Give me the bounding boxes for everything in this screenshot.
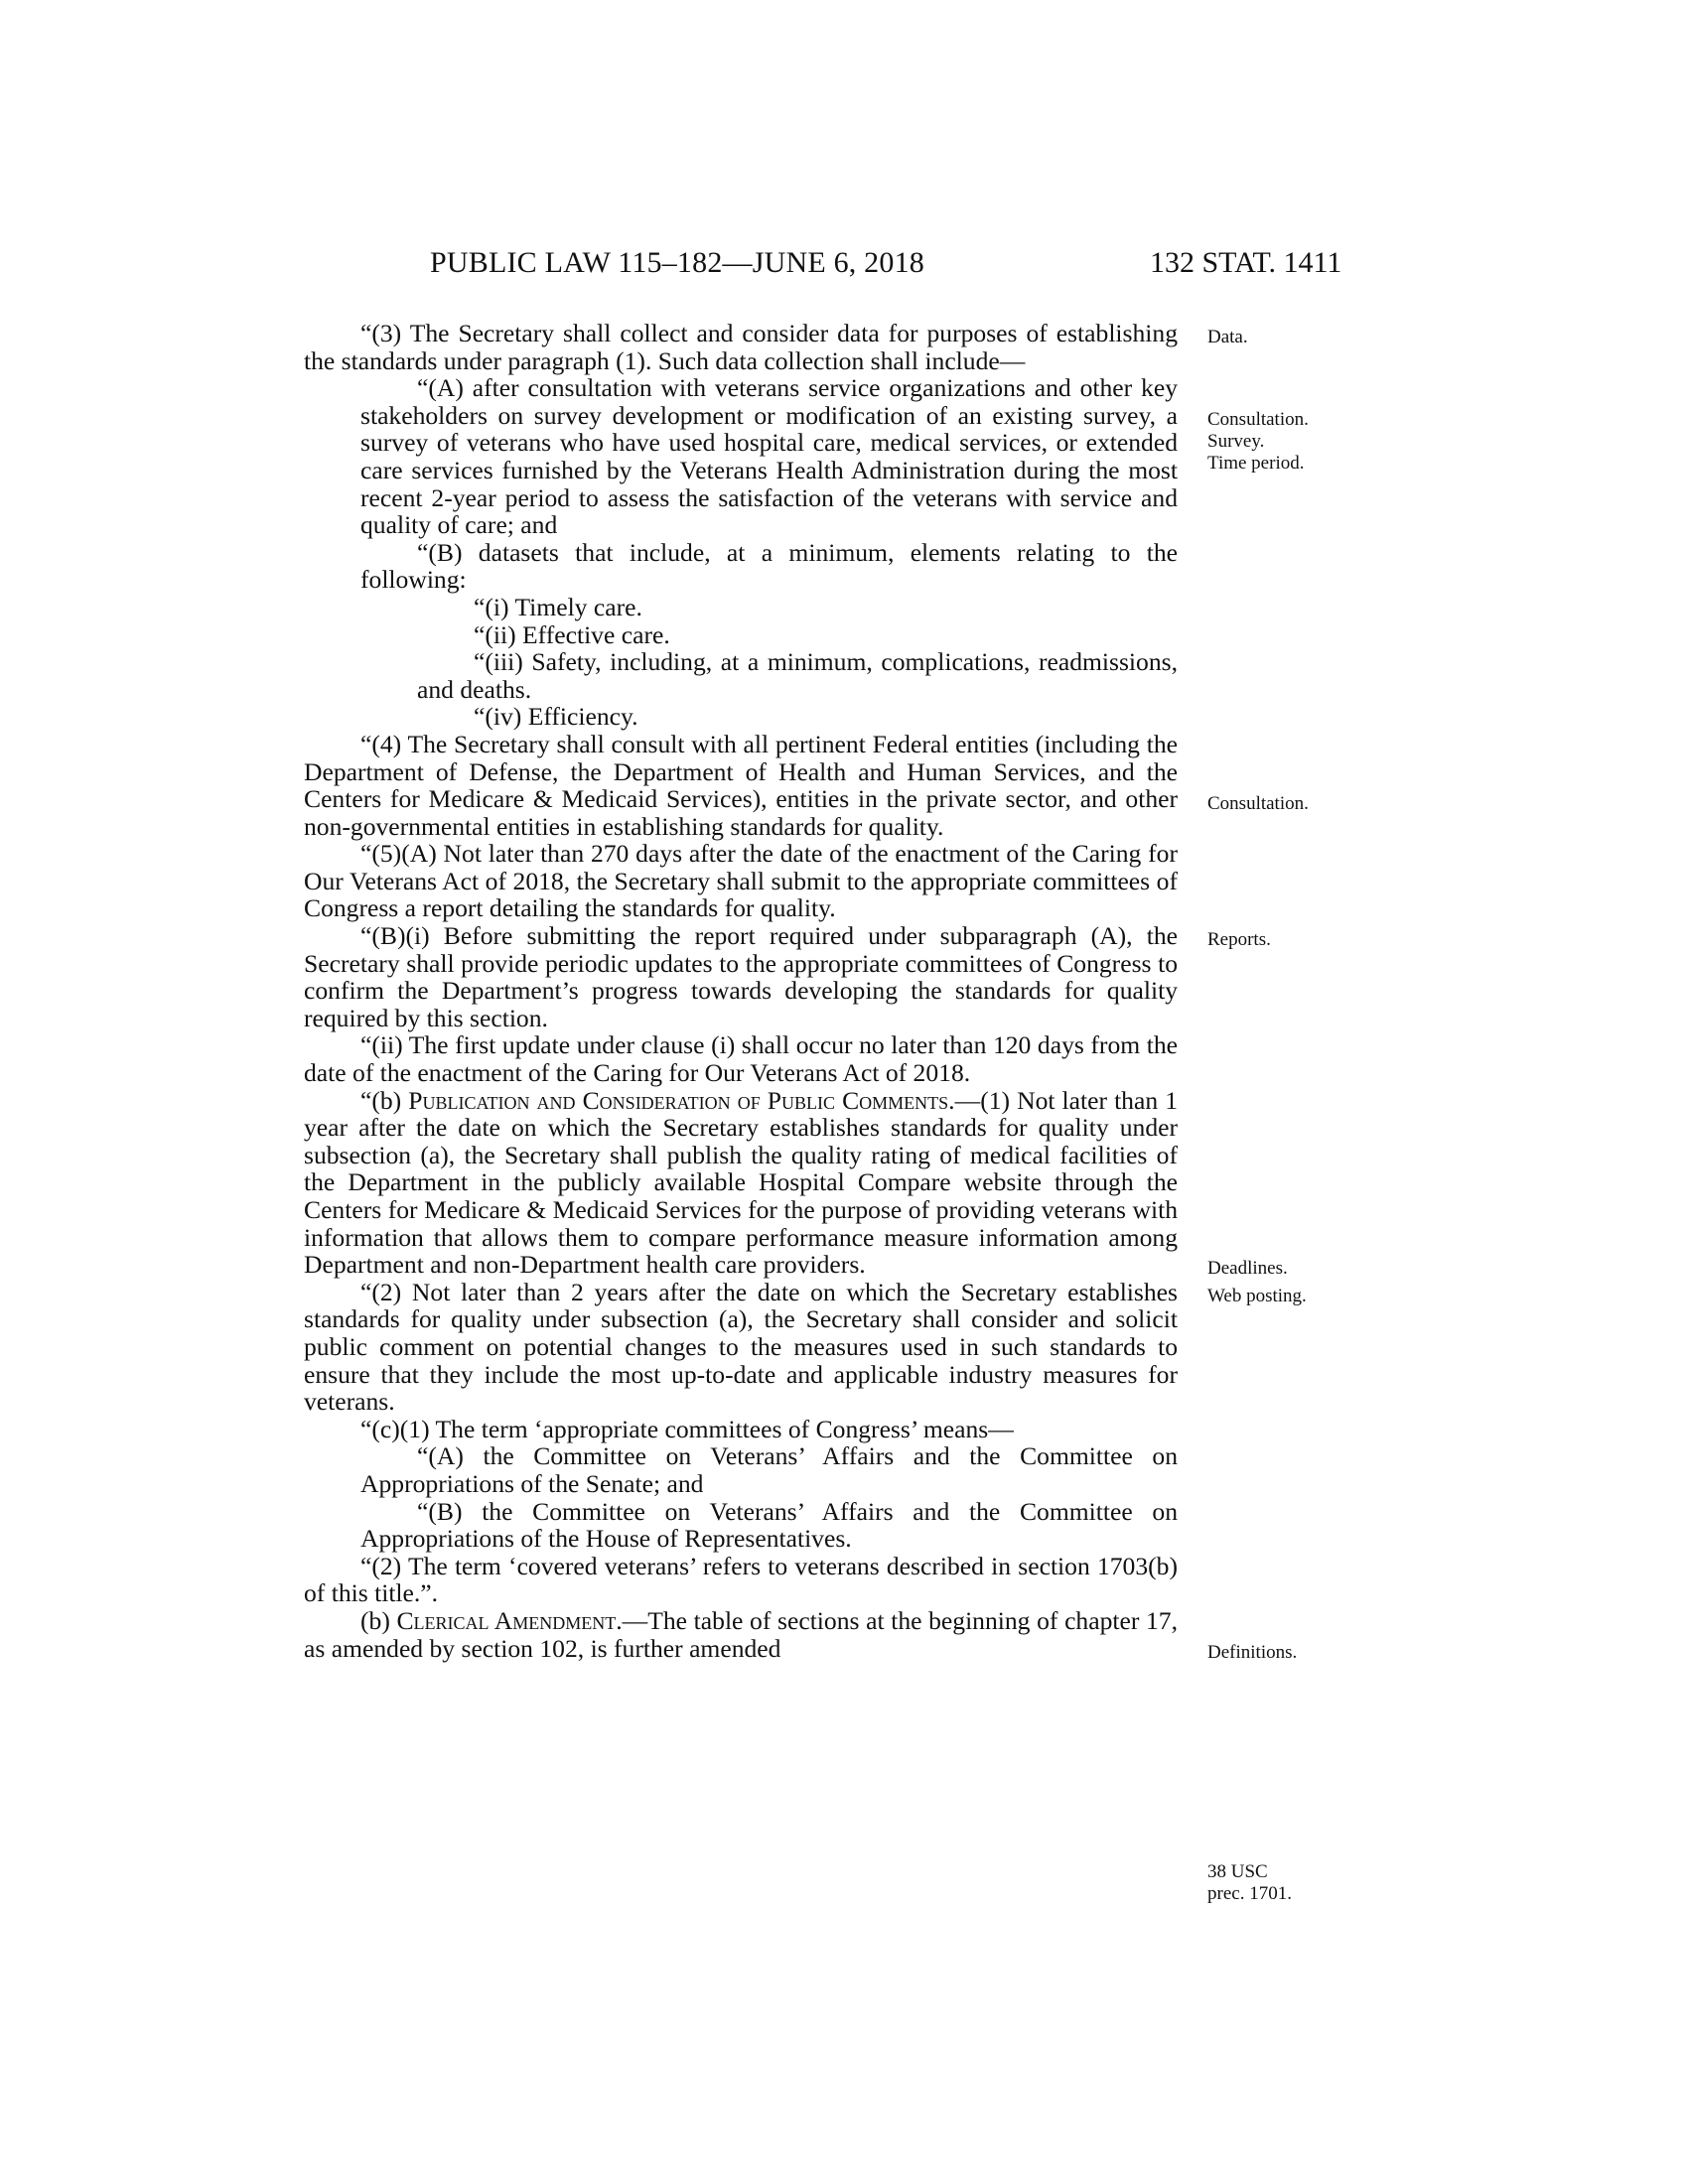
margin-note-reports: Reports. <box>1207 929 1271 950</box>
document-body <box>304 320 1178 1662</box>
clause-iii-safety: “(iii) Safety, including, at a minimum, complications, readmissions, and deaths. <box>417 647 1178 704</box>
margin-note-data: Data. <box>1207 327 1248 347</box>
clause-iv-efficiency: “(iv) Efficiency. <box>474 702 638 732</box>
running-head <box>0 246 1688 286</box>
paragraph-5b-i: “(B)(i) Before submitting the report required under subparagraph (A), the Secretary shall provide periodic updates to the appropriate committees of Congress to confirm the Department’s progress towards developing the standards for quality required by this section. <box>304 921 1178 1032</box>
clerical-amendment-lead: (b) <box>360 1605 397 1635</box>
subsection-c-definition-1: “(c)(1) The term ‘appropriate committees of Congress’ means— <box>360 1414 1014 1443</box>
paragraph-4: “(4) The Secretary shall consult with all pertinent Federal entities (including the Department of Defense, the Department of Health and Human Services, and the Centers for Medicare & Medicaid Services), entities in the private sector, and other non-governmental entities in establishing standards for quality. <box>304 729 1178 841</box>
clerical-amendment-text: —The table of sections at the beginning of chapter 17, as amended by section 102, is further amended <box>304 1605 1179 1663</box>
clause-i-timely-care: “(i) Timely care. <box>474 592 642 621</box>
subsection-b-text: —(1) Not later than 1 year after the date on which the Secretary establishes standards for quality under subsection (a), the Secretary shall publish the quality rating of medical facilities of the Department in the publicly available Hospital Compare website through the Centers for Medicare & Medicaid Services for the purpose of providing veterans with information that allows them to compare performance measure information among Department and non-Department health care providers. <box>304 1085 1178 1280</box>
margin-note-survey: Survey. <box>1207 431 1265 452</box>
margin-note-web-posting: Web posting. <box>1207 1286 1307 1306</box>
subsection-b-heading: Publication and Consideration of Public Comments. <box>408 1085 955 1115</box>
paragraph-5a: “(5)(A) Not later than 270 days after the date of the enactment of the Caring for Our Veterans Act of 2018, the Secretary shall submit to the appropriate committees of Congress a report detailing the standards for quality. <box>304 839 1178 923</box>
header-page-number: 132 STAT. 1411 <box>1150 246 1342 279</box>
subparagraph-b-datasets: “(B) datasets that include, at a minimum, elements relating to the following: <box>360 537 1178 595</box>
subsection-c-definition-2: “(2) The term ‘covered veterans’ refers to veterans described in section 1703(b) of this title.”. <box>304 1551 1178 1608</box>
paragraph-3: “(3) The Secretary shall collect and consider data for purposes of establishing the standards under paragraph (1). Such data collection shall include— <box>304 319 1178 375</box>
margin-note-consultation: Consultation. <box>1207 409 1309 430</box>
margin-notes <box>1207 0 1386 2184</box>
margin-note-deadlines: Deadlines. <box>1207 1258 1288 1279</box>
subsection-c-item-a: “(A) the Committee on Veterans’ Affairs and the Committee on Appropriations of the Senate; and <box>360 1441 1178 1498</box>
subsection-b <box>304 1087 1178 1279</box>
subsection-c-item-b: “(B) the Committee on Veterans’ Affairs and the Committee on Appropriations of the House of Representatives. <box>360 1496 1178 1554</box>
margin-note-time-period: Time period. <box>1207 453 1305 474</box>
header-title: PUBLIC LAW 115–182—JUNE 6, 2018 <box>430 246 924 279</box>
margin-note-definitions: Definitions. <box>1207 1642 1298 1663</box>
subsection-b-paragraph-2: “(2) Not later than 2 years after the date on which the Secretary establishes standards for quality under subsection (a), the Secretary shall consider and solicit public comment on potential changes to the measures used in such standards to ensure that they include the most up-to-date and applicable industry measures for veterans. <box>304 1277 1178 1417</box>
paragraph-5b-ii: “(ii) The first update under clause (i) shall occur no later than 120 days from the date of the enactment of the Caring for Our Veterans Act of 2018. <box>304 1030 1178 1088</box>
clerical-amendment-heading: Clerical Amendment. <box>396 1605 623 1635</box>
margin-note-usc-citation-2: prec. 1701. <box>1207 1883 1292 1904</box>
margin-note-usc-citation: 38 USC <box>1207 1861 1268 1882</box>
margin-note-consultation-2: Consultation. <box>1207 793 1309 814</box>
clause-ii-effective-care: “(ii) Effective care. <box>474 619 670 649</box>
subsection-b-lead: “(b) <box>360 1085 409 1115</box>
clerical-amendment <box>304 1607 1178 1662</box>
subparagraph-a-survey: “(A) after consultation with veterans service organizations and other key stakeholders on survey development or modification of an existing survey, a survey of veterans who have used hospital care, medical services, or extended care services furnished by the Veterans Health Administration during the most recent 2-year period to assess the satisfaction of the veterans with service and quality of care; and <box>360 373 1178 540</box>
